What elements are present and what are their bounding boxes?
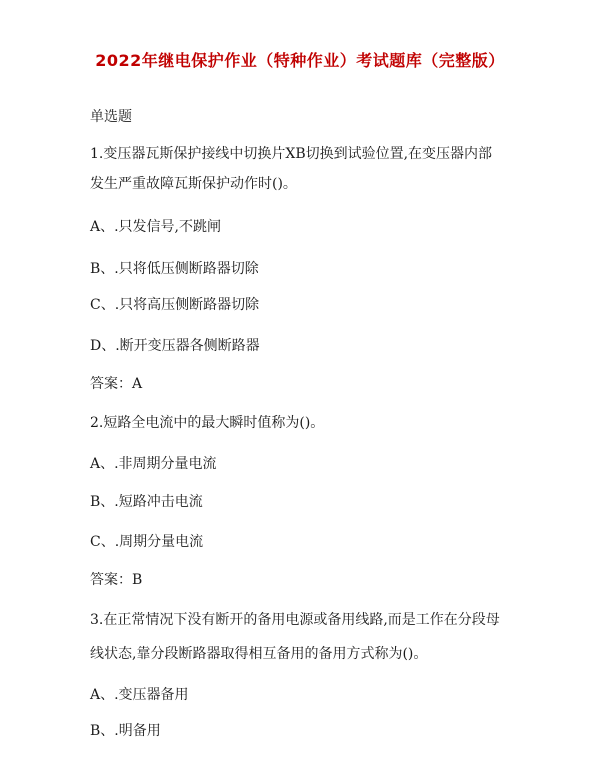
question-1-stem-line-1: 1.变压器瓦斯保护接线中切换片XB切换到试验位置,在变压器内部 xyxy=(90,146,493,162)
question-1-option-a: A、.只发信号,不跳闸 xyxy=(90,219,222,235)
question-2-stem-line-1: 2.短路全电流中的最大瞬时值称为()。 xyxy=(90,415,325,431)
question-3-stem-line-1: 3.在正常情况下没有断开的备用电源或备用线路,而是工作在分段母 xyxy=(90,612,500,628)
question-2-option-b: B、.短路冲击电流 xyxy=(90,494,203,510)
question-1-answer: 答案：A xyxy=(90,376,143,392)
question-3-stem-line-2: 线状态,靠分段断路器取得相互备用的备用方式称为()。 xyxy=(90,646,428,662)
question-3-option-b: B、.明备用 xyxy=(90,723,161,739)
question-1-option-d: D、.断开变压器各侧断路器 xyxy=(90,338,260,354)
document-title: 2022年继电保护作业（特种作业）考试题库（完整版） xyxy=(95,51,505,70)
question-1-option-b: B、.只将低压侧断路器切除 xyxy=(90,261,259,277)
question-2-answer: 答案：B xyxy=(90,572,143,588)
question-3-option-a: A、.变压器备用 xyxy=(90,687,189,703)
question-1-option-c: C、.只将高压侧断路器切除 xyxy=(90,297,260,313)
question-1-stem-line-2: 发生严重故障瓦斯保护动作时()。 xyxy=(90,176,297,192)
question-2-option-a: A、.非周期分量电流 xyxy=(90,456,217,472)
question-2-option-c: C、.周期分量电流 xyxy=(90,534,204,550)
section-label: 单选题 xyxy=(90,109,132,125)
